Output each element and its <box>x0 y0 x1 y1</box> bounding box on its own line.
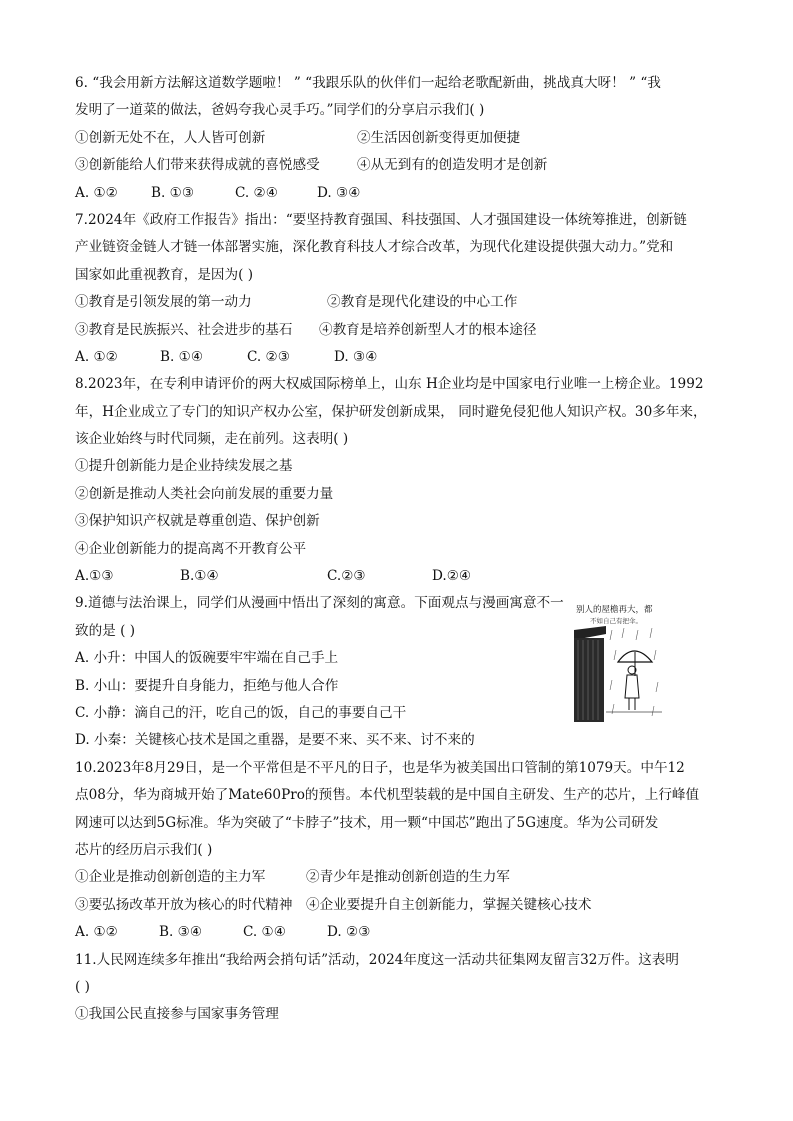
statement: ④从无到有的创造发明才是创新 <box>357 157 548 174</box>
question-stem-line: 10.2023年8月29日，是一个平常但是不平凡的日子，也是华为被美国出口管制的第1079天。中午12 <box>75 759 685 776</box>
option-d: D. ②③ <box>327 924 371 941</box>
options-row <box>75 563 725 590</box>
option-c: C.②③ <box>327 568 366 585</box>
statement: ③要弘扬改革开放为核心的时代精神 <box>75 896 293 913</box>
question-stem-line: 9.道德与法治课上，同学们从漫画中悟出了深刻的寓意。下面观点与漫画寓意不一 <box>75 595 564 612</box>
roof-eave-shape <box>574 626 606 640</box>
option-b: B. ③④ <box>159 924 203 941</box>
statement-row <box>75 892 725 919</box>
question-stem-line: 产业链资金链人才链一体部署实施，深化教育科技人才综合改革，为现代化建设提供强大动力。”党和 <box>75 239 674 256</box>
question-10 <box>75 755 725 947</box>
statement-row <box>75 864 725 891</box>
statement: ②生活因创新变得更加便捷 <box>357 129 521 146</box>
statement: ④企业要提升自主创新能力，掌握关键核心技术 <box>306 896 592 913</box>
options-row <box>75 344 725 371</box>
question-stem-line: 该企业始终与时代同频，走在前列。这表明( ) <box>75 431 349 448</box>
statement: ①创新无处不在，人人皆可创新 <box>75 129 266 146</box>
cartoon-caption-line: 别人的屋檐再大，都 <box>576 605 653 615</box>
statement-row <box>75 152 725 179</box>
exam-page <box>75 70 725 1029</box>
question-stem-line: 6. “我会用新方法解这道数学题啦！ ” “我跟乐队的伙伴们一起给老歌配新曲，挑战真大呀！ ” “我 <box>75 75 661 91</box>
statement: ④企业创新能力的提高离不开教育公平 <box>75 540 307 557</box>
question-stem-line: 年，H企业成立了专门的知识产权办公室，保护研发创新成果， 同时避免侵犯他人知识产权。30多年来， <box>75 403 707 420</box>
question-8 <box>75 371 725 590</box>
option-c: C. ②④ <box>235 184 278 201</box>
option-a: A. ①② <box>75 348 118 365</box>
option-c: C. ①④ <box>243 924 286 941</box>
option-a: A. ①② <box>75 184 118 201</box>
statement-row <box>75 317 725 344</box>
statement-row <box>75 289 725 316</box>
option-d: D. ③④ <box>334 348 378 365</box>
options-row <box>75 180 725 207</box>
choice-b: B. 小山：要提升自身能力，拒绝与他人合作 <box>75 677 339 694</box>
question-stem-line: 发明了一道菜的做法，爸妈夸我心灵手巧。”同学们的分享启示我们( ) <box>75 102 485 119</box>
option-d: D.②④ <box>432 568 472 585</box>
option-d: D. ③④ <box>317 184 361 201</box>
question-stem-line: 网速可以达到5G标准。华为突破了“卡脖子”技术，用一颗“中国芯”跑出了5G速度。华为公司研发 <box>75 814 659 831</box>
question-stem-line: 芯片的经历启示我们( ) <box>75 841 213 858</box>
statement: ③保护知识产权就是尊重创造、保护创新 <box>75 513 320 530</box>
statement-row <box>75 125 725 152</box>
statement: ②创新是推动人类社会向前发展的重要力量 <box>75 485 334 502</box>
option-a: A. ①② <box>75 924 118 941</box>
question-stem-line: 致的是 ( ) <box>75 622 136 639</box>
statement: ③教育是民族振兴、社会进步的基石 <box>75 321 293 338</box>
question-stem-line: 8.2023年，在专利申请评价的两大权威国际榜单上，山东 H企业均是中国家电行业唯一上榜企业。1992 <box>75 376 704 393</box>
option-a: A.①③ <box>75 568 114 585</box>
question-6 <box>75 70 725 207</box>
question-stem-line: 国家如此重视教育，是因为( ) <box>75 266 254 283</box>
question-11 <box>75 947 725 1029</box>
question-stem-line: 11.人民网连续多年推出“我给两会捎句话”活动，2024年度这一活动共征集网友留言32万件。这表明 <box>75 951 679 968</box>
cartoon-caption-line: 不如自己有把伞。 <box>590 617 642 625</box>
options-row <box>75 919 725 946</box>
option-b: B. ①③ <box>151 184 195 201</box>
question-stem-line: 点08分，华为商城开始了Mate60Pro的预售。本代机型装载的是中国自主研发、生产的芯片，上行峰值 <box>75 787 700 804</box>
statement: ③创新能给人们带来获得成就的喜悦感受 <box>75 157 320 174</box>
statement: ④教育是培养创新型人才的根本途径 <box>319 321 537 338</box>
choice-d: D. 小秦：关键核心技术是国之重器，是要不来、买不来、讨不来的 <box>75 732 475 749</box>
cartoon-umbrella-image <box>572 600 662 722</box>
rain-lines <box>610 628 658 716</box>
option-c: C. ②③ <box>247 348 290 365</box>
statement: ①我国公民直接参与国家事务管理 <box>75 1006 279 1023</box>
statement: ①企业是推动创新创造的主力军 <box>75 869 266 886</box>
choice-c: C. 小静：滴自己的汗，吃自己的饭，自己的事要自己干 <box>75 704 407 721</box>
statement: ②青少年是推动创新创造的生力军 <box>306 869 510 886</box>
question-stem-line: ( ) <box>75 978 90 995</box>
building-wall-shape <box>574 638 604 722</box>
statement: ①教育是引领发展的第一动力 <box>75 294 252 311</box>
choice-a: A. 小升：中国人的饭碗要牢牢端在自己手上 <box>75 650 339 667</box>
statement: ①提升创新能力是企业持续发展之基 <box>75 458 293 475</box>
question-stem-line: 7.2024年《政府工作报告》指出：“要坚持教育强国、科技强国、人才强国建设一体统筹推进，创新链 <box>75 211 687 228</box>
statement: ②教育是现代化建设的中心工作 <box>327 294 518 311</box>
option-b: B. ①④ <box>160 348 204 365</box>
question-7 <box>75 207 725 371</box>
option-b: B.①④ <box>180 568 219 585</box>
